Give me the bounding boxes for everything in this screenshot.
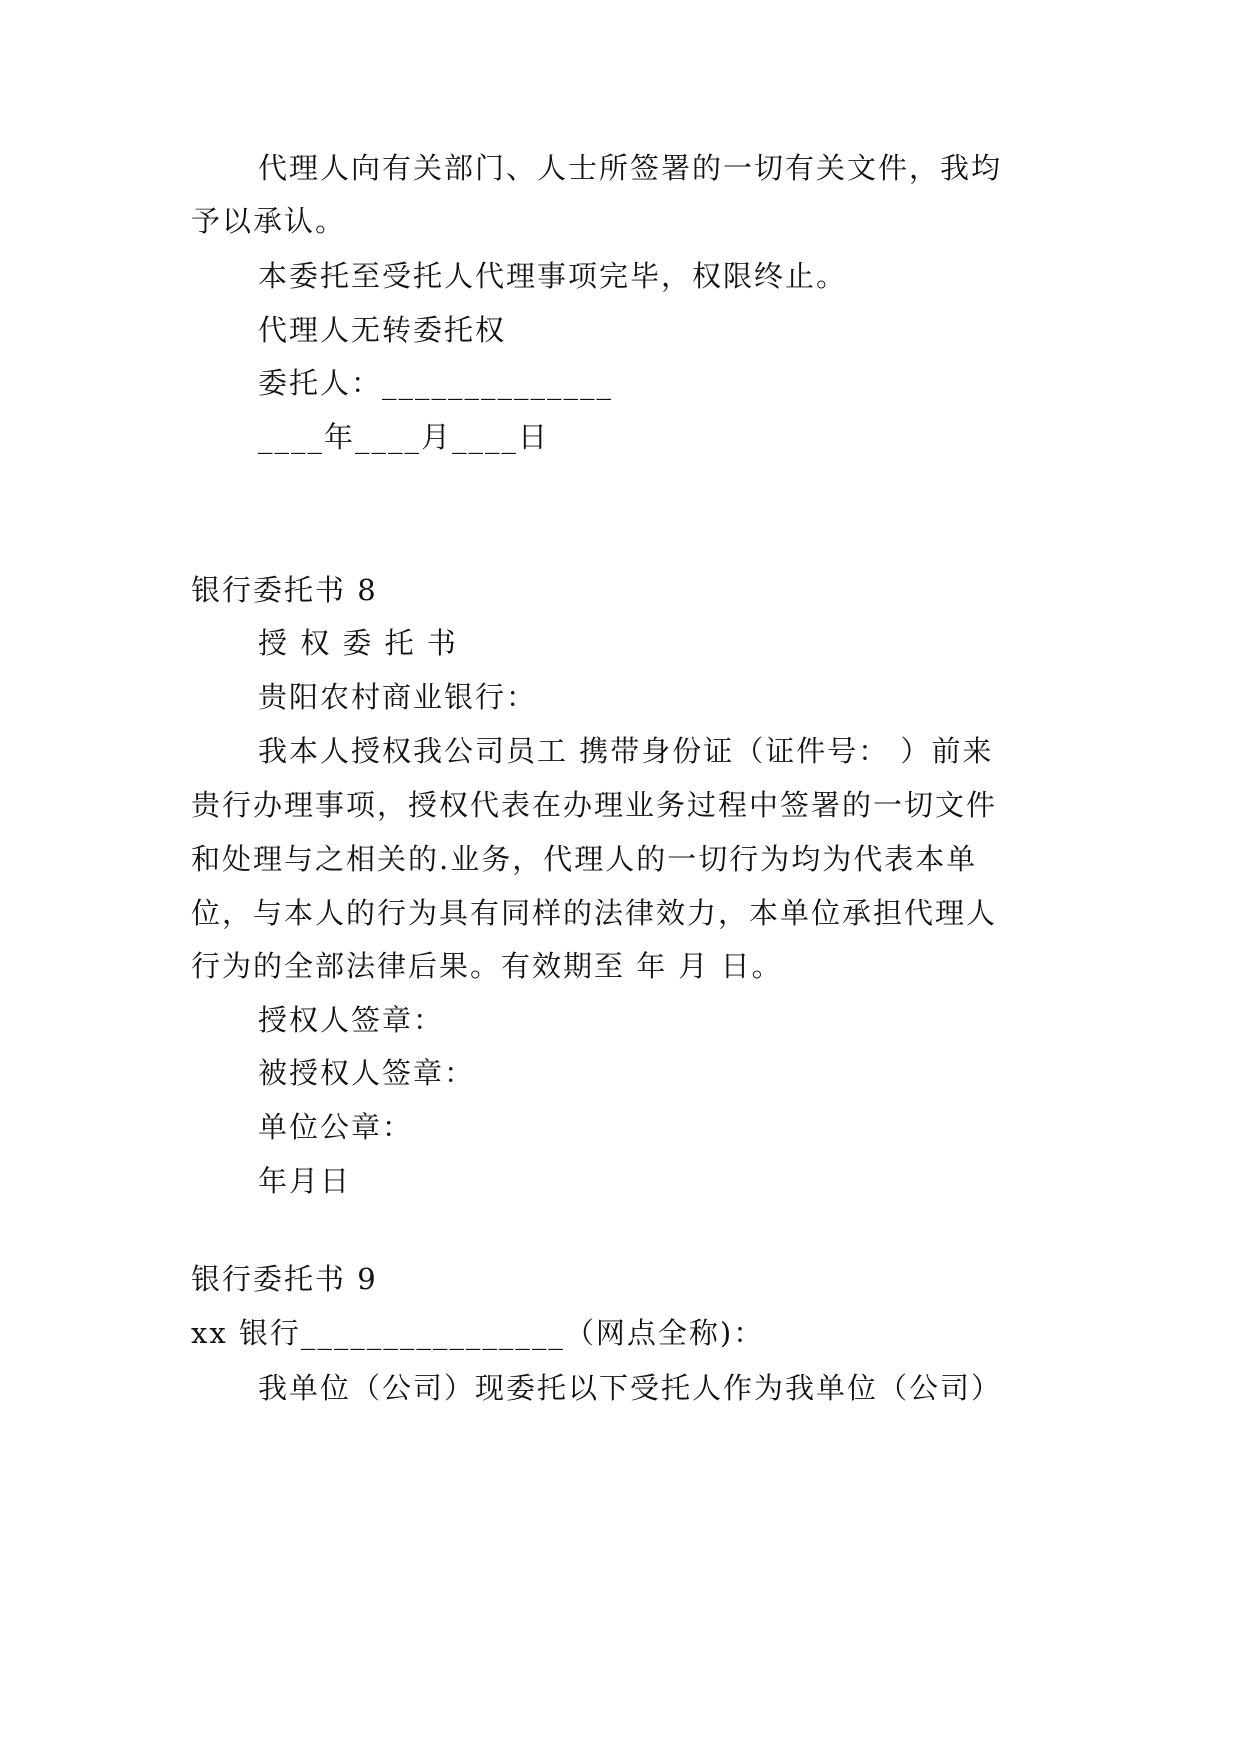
company-seal: 单位公章： <box>258 1110 414 1144</box>
paragraph: 本委托至受托人代理事项完毕，权限终止。 <box>258 259 848 293</box>
authorizer-signature: 授权人签章： <box>258 1003 445 1037</box>
paragraph-line: 予以承认。 <box>191 204 347 238</box>
paragraph-line: 和处理与之相关的.业务，代理人的一切行为均为代表本单 <box>191 842 978 876</box>
section-heading: 银行委托书 9 <box>191 1262 378 1296</box>
addressee: 贵阳农村商业银行： <box>258 680 538 714</box>
authorized-signature: 被授权人签章： <box>258 1056 476 1090</box>
paragraph-line: 代理人向有关部门、人士所签署的一切有关文件，我均 <box>258 151 1003 185</box>
paragraph-line: 行为的全部法律后果。有效期至 年 月 日。 <box>191 949 783 983</box>
paragraph: 代理人无转委托权 <box>258 313 507 347</box>
paragraph-line: 我本人授权我公司员工 携带身份证（证件号： ）前来 <box>258 734 994 768</box>
paragraph-line: 我单位（公司）现委托以下受托人作为我单位（公司） <box>258 1371 1003 1405</box>
paragraph-line: 位，与本人的行为具有同样的法律效力，本单位承担代理人 <box>191 896 998 930</box>
document-title: 授 权 委 托 书 <box>258 626 458 660</box>
section-heading: 银行委托书 8 <box>191 573 378 607</box>
principal-signature-line: 委托人：______________ <box>258 366 614 400</box>
date-line: 年月日 <box>258 1164 352 1198</box>
date-line: ____年____月____日 <box>258 420 550 454</box>
bank-line: xx 银行________________（网点全称)： <box>191 1316 765 1350</box>
paragraph-line: 贵行办理事项，授权代表在办理业务过程中签署的一切文件 <box>191 788 998 822</box>
